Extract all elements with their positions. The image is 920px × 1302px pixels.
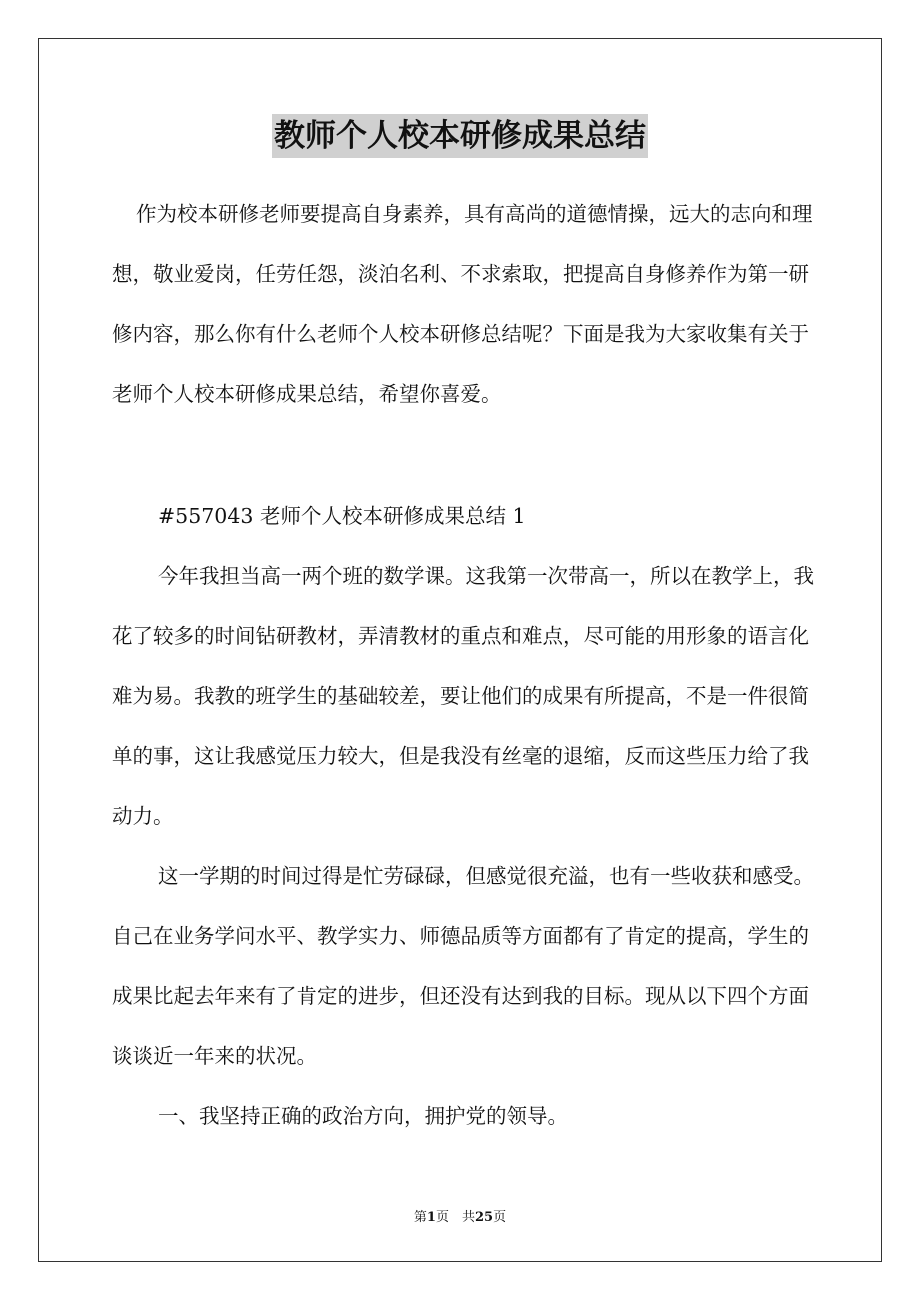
footer-prefix: 第 bbox=[413, 1210, 427, 1225]
footer-total-pages: 25 bbox=[474, 1210, 494, 1225]
body-paragraph-2: 这一学期的时间过得是忙劳碌碌，但感觉很充溢，也有一些收获和感受。自己在业务学问水平、教学实力、师德品质等方面都有了肯定的提高，学生的成果比起去年来有了肯定的进步，但还没有达到我的目标。现从以下四个方面谈谈近一年来的状况。 bbox=[112, 864, 814, 1068]
footer-mid: 页 共 bbox=[435, 1210, 475, 1225]
footer-suffix: 页 bbox=[493, 1210, 507, 1225]
document-title: 教师个人校本研修成果总结 bbox=[272, 114, 648, 158]
body-paragraph-1: 今年我担当高一两个班的数学课。这我第一次带高一，所以在教学上，我花了较多的时间钻研教材，弄清教材的重点和难点，尽可能的用形象的语言化难为易。我教的班学生的基础较差，要让他们的成果有所提高，不是一件很简单的事，这让我感觉压力较大，但是我没有丝毫的退缩，反而这些压力给了我动力。 bbox=[112, 564, 814, 828]
body-paragraph-3: 一、我坚持正确的政治方向，拥护党的领导。 bbox=[158, 1104, 568, 1128]
section-block bbox=[112, 486, 822, 1146]
intro-block bbox=[112, 184, 822, 424]
footer-page-number: 1 bbox=[426, 1210, 436, 1225]
intro-paragraph: 作为校本研修老师要提高自身素养，具有高尚的道德情操，远大的志向和理想，敬业爱岗，任劳任怨，淡泊名利、不求索取，把提高自身修养作为第一研修内容，那么你有什么老师个人校本研修总结呢？下面是我为大家收集有关于老师个人校本研修成果总结，希望你喜爱。 bbox=[112, 202, 813, 406]
section-heading: #557043 老师个人校本研修成果总结 1 bbox=[158, 504, 526, 528]
title-container bbox=[0, 114, 920, 158]
page-footer bbox=[0, 1206, 920, 1225]
